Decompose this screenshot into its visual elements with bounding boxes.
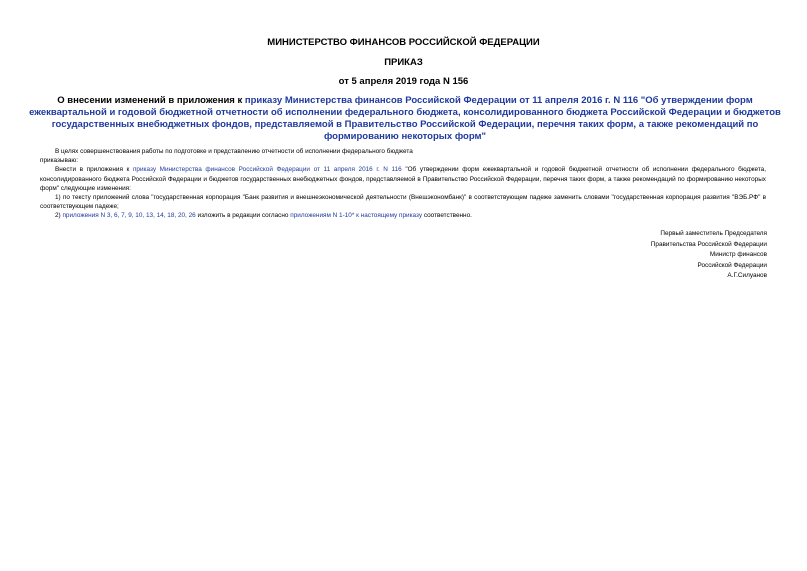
item2-suffix: соответственно.: [422, 212, 472, 220]
signature-line-3: Министр финансов: [709, 251, 767, 258]
document-body: [40, 147, 766, 221]
order-word: приказываю:: [40, 157, 78, 165]
document-title: [22, 95, 788, 143]
doc-type-heading: ПРИКАЗ: [384, 57, 423, 68]
title-order-link[interactable]: приказу Министерства финансов Российской Федерации от 11 апреля 2016 г. N 116 "Об утверждении форм ежеквартальной и годовой бюджетной отчетности об исполнении федерального бюджета, консолидированного бюджета Российской Федерации и бюджетов государственных внебюджетных фондов, представляемой в Правительство Российской Федерации, перечня таких форм, а также рекомендаций по формированию некоторых форм": [29, 95, 781, 142]
signature-line-2: Правительства Российской Федерации: [650, 240, 767, 248]
p1-prefix: Внести в приложения к: [55, 166, 133, 174]
item2-mid: изложить в редакции согласно: [195, 212, 291, 220]
ministry-heading: МИНИСТЕРСТВО ФИНАНСОВ РОССИЙСКОЙ ФЕДЕРАЦИИ: [267, 37, 540, 48]
date-number-heading: от 5 апреля 2019 года N 156: [338, 76, 469, 87]
item-2: [40, 211, 766, 220]
title-prefix: О внесении изменений в приложения к: [57, 95, 245, 106]
signature-line-4: Российской Федерации: [697, 261, 767, 269]
item-1: 1) по тексту приложений слова "государственная корпорация "Банк развития и внешнеэкономической деятельности (Внешэкономбанк)" в соответствующем падеже заменить словами "государственная корпорация развития "ВЭБ.РФ" в соответствующем падеже;: [40, 194, 766, 211]
signature-block: [547, 229, 767, 282]
p1-order-link[interactable]: приказу Министерства финансов Российской Федерации от 11 апреля 2016 г. N 116: [132, 166, 402, 174]
item2-appendices-link[interactable]: приложения N 3, 6, 7, 9, 10, 13, 14, 18, 20, 26: [62, 212, 196, 220]
item2-order-appendices-link[interactable]: приложениям N 1-10* к настоящему приказу: [290, 212, 423, 220]
paragraph-1: [40, 165, 766, 193]
item2-prefix: 2): [55, 212, 63, 220]
intro-paragraph: В целях совершенствования работы по подготовке и представлению отчетности об исполнении федерального бюджета: [55, 148, 413, 155]
signature-name: А.Г.Силуанов: [727, 272, 767, 279]
signature-line-1: Первый заместитель Председателя: [660, 230, 767, 237]
p1-rest: "Об утверждении форм ежеквартальной и годовой бюджетной отчетности об исполнении федерального бюджета, консолидированного бюджета Российской Федерации и бюджетов государственных внебюджетных фондов, представляемой в Правительство Российской Федерации, перечня таких форм, а также рекомендаций по формированию некоторых форм" следующие изменения:: [40, 166, 767, 192]
